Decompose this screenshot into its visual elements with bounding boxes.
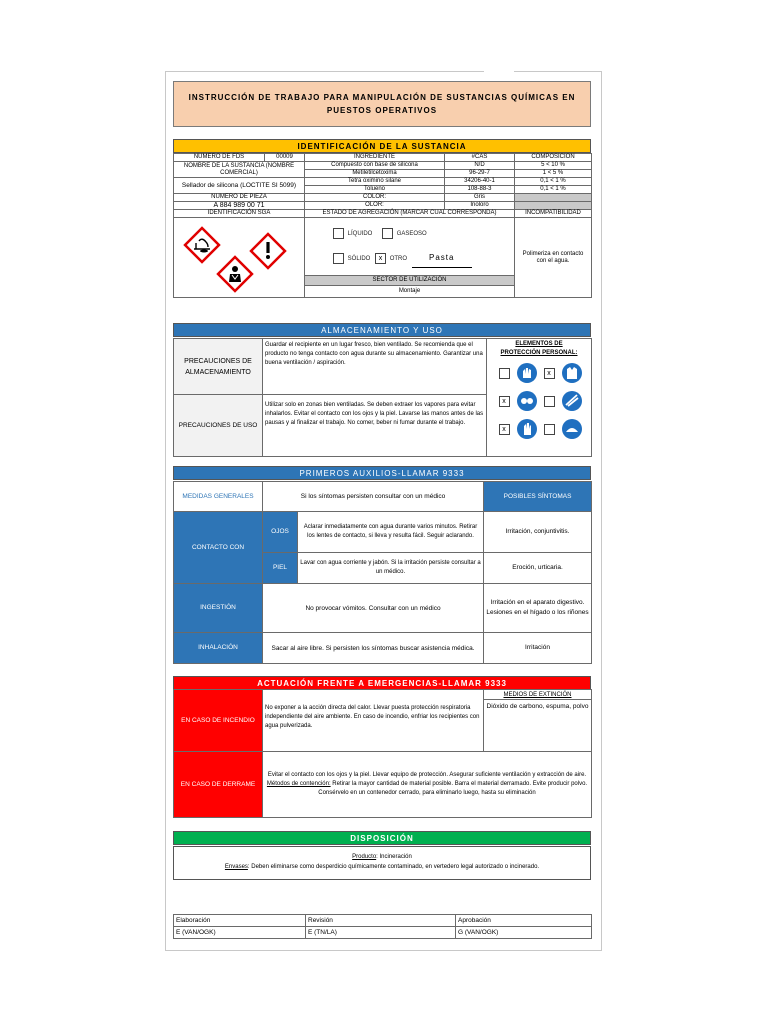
ojos-label: OJOS	[263, 512, 298, 553]
ojos-sintomas: Irritación, conjuntivitis.	[484, 512, 592, 553]
otro-value: Pasta	[412, 249, 472, 268]
producto-text: : Incineración	[376, 854, 412, 860]
incendio-text: No exponer a la acción directa del calor. Llevar puesta protección respiratoria independiente del aire ambiente. En caso de incendio, enfriar los recipientes con agua pulverizada.	[263, 690, 484, 752]
solido-checkbox[interactable]	[333, 253, 344, 264]
firmas-table	[173, 914, 592, 939]
fds-label: NUMERO DE FDS	[174, 154, 265, 162]
ghs-health-hazard-icon	[218, 257, 252, 291]
estado-options	[305, 218, 515, 276]
gloves-icon	[516, 362, 538, 384]
inhalacion-text: Sacar al aire libre. Si persisten los síntomas buscar asistencia médica.	[263, 633, 484, 664]
producto-label: Producto	[352, 854, 377, 860]
incendio-label: EN CASO DE INCENDIO	[174, 690, 263, 752]
sector-value: Montaje	[305, 286, 515, 298]
aprobacion-label: Aprobación	[456, 915, 592, 927]
gaseoso-label: GASEOSO	[396, 230, 427, 237]
epp-check-coat[interactable]: x	[544, 368, 555, 379]
envases-text: : Deben eliminarse como desperdicio químicamente contaminado, en vertedero legal autorizado o incinerado.	[247, 864, 540, 870]
piel-sintomas: Eroción, urticaria.	[484, 553, 592, 584]
ingrediente-cas: N/D	[445, 162, 515, 170]
ghs-exclamation-icon	[251, 234, 285, 268]
color-label: COLOR:	[305, 194, 445, 202]
estado-label: ESTADO DE AGREGACIÓN (MARCAR CUAL CORRESPONDA)	[305, 210, 515, 218]
disposicion-body	[173, 846, 591, 880]
derrame-label: EN CASO DE DERRAME	[174, 752, 263, 818]
sintomas-label: POSIBLES SÍNTOMAS	[484, 482, 592, 512]
liquido-label: LÍQUIDO	[347, 230, 373, 237]
ingrediente-name: Metiletilcetoxima	[305, 170, 445, 178]
solido-label: SÓLIDO	[347, 255, 371, 262]
epp-check-shield[interactable]	[544, 396, 555, 407]
otro-checkbox[interactable]: x	[375, 253, 386, 264]
ingrediente-cas: 96-29-7	[445, 170, 515, 178]
medidas-label: MEDIDAS GENERALES	[174, 482, 263, 512]
pieza-label: NUMERO DE PIEZA	[174, 194, 305, 202]
almacenamiento-table	[173, 338, 592, 457]
ingrediente-name: Tetra oximino silane	[305, 178, 445, 186]
derrame-metodos-label: Métodos de contención:	[266, 781, 331, 787]
olor-label: OLOR:	[305, 202, 445, 210]
envases-label: Envases	[224, 864, 248, 870]
frame-gap	[484, 68, 514, 74]
goggles-icon	[516, 390, 538, 412]
ingrediente-comp: 1 < 5 %	[515, 170, 592, 178]
liquido-checkbox[interactable]	[333, 228, 344, 239]
composicion-label: COMPOSICION	[515, 154, 592, 162]
identificacion-table	[173, 153, 592, 298]
revision-label: Revisión	[306, 915, 456, 927]
coat-icon	[561, 362, 583, 384]
document-title: INSTRUCCIÓN DE TRABAJO PARA MANIPULACIÓN DE SUSTANCIAS QUÍMICAS EN PUESTOS OPERATIVOS	[173, 81, 591, 127]
ingestion-label: INGESTIÓN	[174, 584, 263, 633]
prec-alm-label: PRECAUCIONES DE ALMACENAMIENTO	[174, 339, 263, 395]
epp-check-hands[interactable]: x	[499, 424, 510, 435]
epp-check-goggles[interactable]: x	[499, 396, 510, 407]
sga-pictograms	[174, 218, 305, 298]
emergencia-table	[173, 689, 592, 818]
olor-value: Inoloro	[445, 202, 515, 210]
ghs-environment-icon	[185, 228, 219, 262]
ingrediente-cas: 108-88-3	[445, 186, 515, 194]
ingrediente-cas: 34206-40-1	[445, 178, 515, 186]
ingrediente-name: Compuesto con base de silicona	[305, 162, 445, 170]
derrame-line2: Retirar la mayor cantidad de material posible. Barra el material derramado. Evite producir polvo. Consérvelo en un contenedor cerrado, para eliminarlo luego, hasta su eliminación	[318, 781, 588, 796]
ojos-text: Aclarar inmediatamente con agua durante varios minutos. Retirar los lentes de contacto, si lleva y resulta fácil. Seguir aclarando.	[298, 512, 484, 553]
hands-icon	[516, 418, 538, 440]
pieza-value: A 884 989 00 71	[174, 202, 305, 210]
section-identificacion-header: IDENTIFICACIÓN DE LA SUSTANCIA	[173, 139, 591, 153]
revision-value: E (TN/LA)	[306, 927, 456, 939]
olor-empty	[515, 202, 592, 210]
section-almacenamiento-header: ALMACENAMIENTO Y USO	[173, 323, 591, 337]
color-value: Gris	[445, 194, 515, 202]
respirator-icon	[561, 418, 583, 440]
ingrediente-comp: 0,1 < 1 %	[515, 178, 592, 186]
prec-uso-label: PRECAUCIONES DE USO	[174, 395, 263, 457]
otro-label: OTRO	[389, 255, 408, 262]
inhalacion-sintomas: Irritación	[484, 633, 592, 664]
prec-uso-text: Utilizar solo en zonas bien ventiladas. Se deben extraer los vapores para evitar inhalarlos. Evitar el contacto con los ojos y la piel. Lavarse las manos antes de las pausas y al finalizar el trabajo. No comer, beber ni fumar durante el trabajo.	[263, 395, 487, 457]
piel-text: Lavar con agua corriente y jabón. Si la irritación persiste consultar a un médico.	[298, 553, 484, 584]
elaboracion-value: E (VAN/OGK)	[174, 927, 306, 939]
nombre-label: NOMBRE DE LA SUSTANCIA (NOMBRE COMERCIAL)	[174, 162, 305, 178]
piel-label: PIEL	[263, 553, 298, 584]
epp-check-gloves[interactable]	[499, 368, 510, 379]
derrame-line1: Evitar el contacto con los ojos y la piel. Llevar equipo de protección. Asegurar suficiente ventilación y extracción de aire.	[267, 772, 587, 778]
medidas-text: Si los síntomas persisten consultar con un médico	[263, 482, 484, 512]
elaboracion-label: Elaboración	[174, 915, 306, 927]
ingrediente-comp: 5 < 10 %	[515, 162, 592, 170]
epp-label: ELEMENTOS DE PROTECCIÓN PERSONAL:	[500, 341, 578, 356]
section-disposicion-header: DISPOSICIÓN	[173, 831, 591, 845]
nombre-value: Sellador de silicona (LOCTITE SI 5099)	[174, 178, 305, 194]
color-empty	[515, 194, 592, 202]
ingestion-text: No provocar vómitos. Consultar con un médico	[263, 584, 484, 633]
ghs-pictogram-group	[174, 218, 305, 294]
sga-label: IDENTIFICACIÓN SGA	[174, 210, 305, 218]
cas-label: #CAS	[445, 154, 515, 162]
auxilios-table	[173, 481, 592, 664]
incompat-label: INCOMPATIBILIDAD	[515, 210, 592, 218]
derrame-content	[263, 752, 592, 818]
medios-label: MEDIOS DE EXTINCIÓN	[484, 690, 592, 700]
inhalacion-label: INHALACIÓN	[174, 633, 263, 664]
ingrediente-name: Tolueno	[305, 186, 445, 194]
contacto-label: CONTACTO CON	[174, 512, 263, 584]
aprobacion-value: G (VAN/OGK)	[456, 927, 592, 939]
face-shield-icon	[561, 390, 583, 412]
epp-check-respirator[interactable]	[544, 424, 555, 435]
ingrediente-label: INGREDIENTE	[305, 154, 445, 162]
section-emergencia-header: ACTUACIÓN FRENTE A EMERGENCIAS-LLAMAR 9333	[173, 676, 591, 690]
medios-text: Dióxido de carbono, espuma, polvo	[484, 700, 592, 752]
incompat-value: Polimeriza en contacto con el agua.	[515, 218, 592, 298]
gaseoso-checkbox[interactable]	[382, 228, 393, 239]
fds-value: 00009	[265, 154, 305, 162]
prec-alm-text: Guardar el recipiente en un lugar fresco, bien ventilado. Se recomienda que el producto no tenga contacto con agua durante su almacenamiento. Garantizar una buena ventilación / aspiración.	[263, 339, 487, 395]
sector-label: SECTOR DE UTILIZACIÓN	[305, 275, 515, 286]
epp-panel	[487, 339, 592, 457]
ingrediente-comp: 0,1 < 1 %	[515, 186, 592, 194]
ingestion-sintomas: Irritación en el aparato digestivo. Lesiones en el hígado o los riñones	[484, 584, 592, 633]
section-auxilios-header: PRIMEROS AUXILIOS-LLAMAR 9333	[173, 466, 591, 480]
